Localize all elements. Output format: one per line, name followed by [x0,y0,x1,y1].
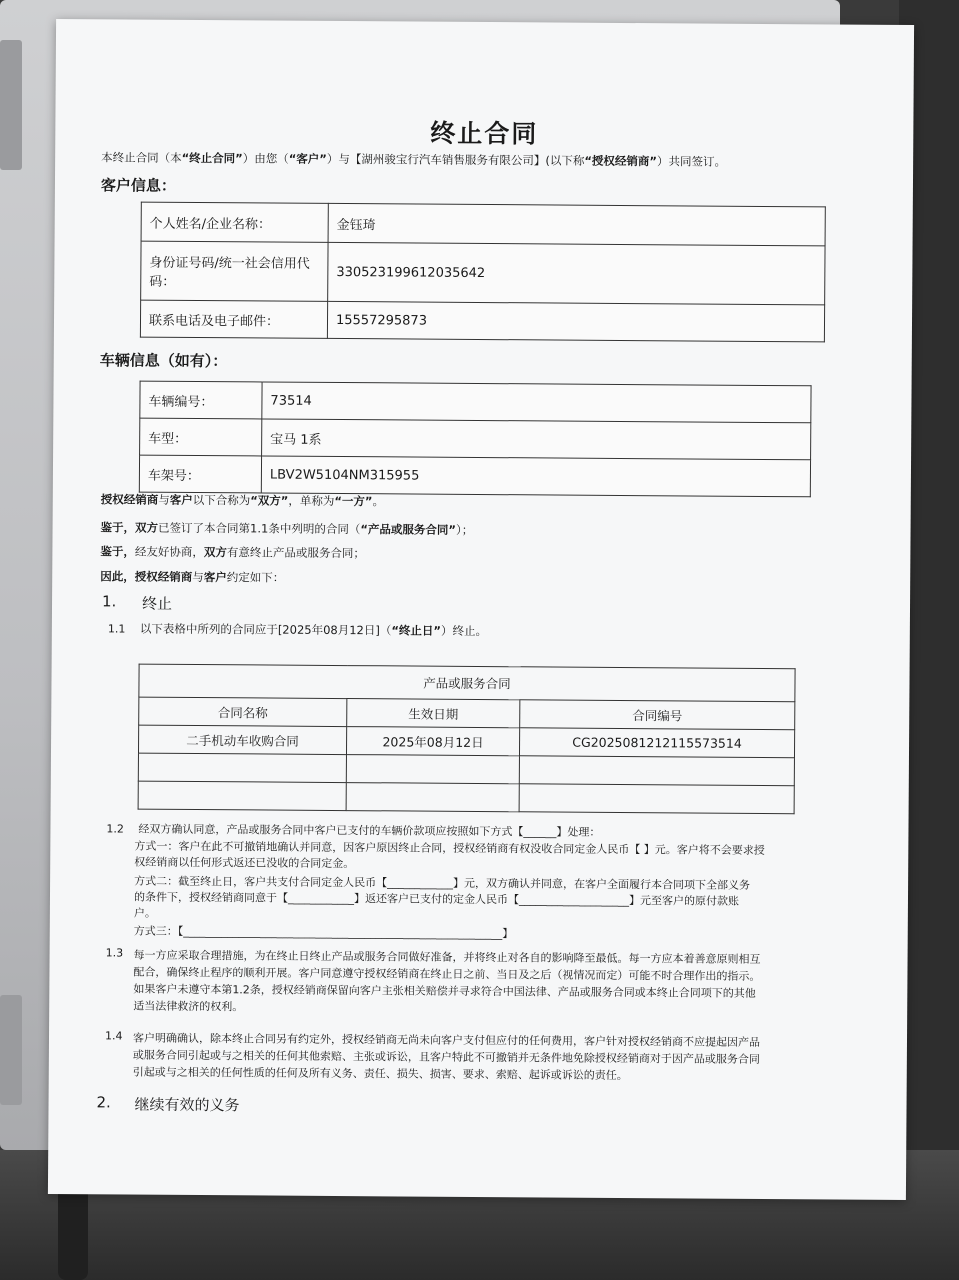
clause-1-2-line: 户。 [133,906,156,920]
customer-info-table [140,202,826,343]
table-row [140,300,824,342]
table-row [141,241,825,305]
term: 因此， [100,569,135,584]
clause-1-3-line: 每一方应采取合理措施，为在终止日终止产品或服务合同做好准备，并将终止对各自的影响降至最低。每一方应本着善意原则相互 [133,948,761,966]
table-column-row [139,697,795,730]
therefore-line [100,568,284,586]
text: 。 [372,494,385,509]
clause-1-2-line: 方式一：客户在此不可撤销地确认并同意，因客户原因终止合同，授权经销商有权没收合同定金人民币【 】元。客户将不会要求授 [134,839,765,857]
column-effective-date: 生效日期 [347,699,520,728]
clause-1-1-text [140,621,487,640]
term: “产品或服务合同” [360,522,457,537]
table-header-row [139,664,795,702]
intro-term: “终止合同” [181,150,243,166]
laptop-hinge-top [0,40,22,170]
table-cell [519,784,794,814]
section-2-number: 2. [96,1093,111,1112]
term: “终止日” [391,623,442,638]
customer-contact-value: 15557295873 [327,301,824,341]
clause-1-4-line: 客户明确确认，除本终止合同另有约定外，授权经销商无尚未向客户支付但应付的任何费用，客户针对授权经销商不应提起因产品 [132,1031,761,1049]
text: 经友好协商， [134,544,204,560]
intro-text: 本终止合同（本 [101,150,182,165]
section-1-title: 终止 [141,594,173,613]
contract-table-header: 产品或服务合同 [139,664,795,702]
table-cell: 二手机动车收购合同 [138,725,346,754]
term: 双方 [203,545,227,560]
text: 约定如下： [226,570,285,585]
clause-1-2-line: 方式三：【__________________________________________________________】 [133,924,514,941]
table-row [141,202,825,246]
clause-1-2-line: 经双方确认同意，产品或服务合同中客户已支付的车辆价款项应按照如下方式【______】处理： [138,822,601,839]
term: “双方” [250,493,289,508]
table-row [140,418,811,460]
document-page [48,19,914,1200]
text: 以下合称为 [192,492,251,508]
intro-term: “客户” [288,151,327,166]
clause-1-3-line: 适当法律救济的权利。 [133,999,244,1014]
text: ）终止。 [440,623,488,639]
table-row [139,455,810,497]
parties-definition [101,491,384,510]
term: 客户 [203,570,227,585]
column-contract-name: 合同名称 [139,697,347,726]
vehicle-model-value: 宝马 1系 [262,419,811,460]
text: ）； [455,522,474,537]
intro-text: ）与【湖州骏宝行汽车销售服务有限公司】(以下称 [326,151,585,168]
table-cell [138,781,346,810]
whereas-1 [101,519,474,539]
contract-table [138,664,796,815]
text: ，单称为 [288,493,335,508]
table-row [138,753,794,786]
intro-text: ）共同签订。 [656,154,727,169]
term: “一方” [334,493,373,509]
vin-label: 车架号： [139,455,261,493]
customer-id-value: 330523199612035642 [328,242,825,304]
term: 鉴于， [100,544,135,559]
term: 鉴于， [100,520,136,535]
table-cell [519,756,794,786]
section-1-number: 1. [101,592,117,611]
text: 有意终止产品或服务合同； [226,545,365,561]
table-cell [138,753,346,782]
vehicle-section-title: 车辆信息（如有）： [99,351,228,371]
table-cell [346,755,519,784]
clause-1-2-number: 1.2 [106,822,125,836]
table-cell [346,783,519,812]
customer-name-value: 金钰琦 [328,203,825,245]
clause-1-2-line: 的条件下，授权经销商同意于【____________】返还客户已支付的定金人民币【____________________】元至客户的原付款账 [133,890,740,908]
clause-1-4-line: 引起或与之相关的任何性质的任何及所有义务、责任、损失、损害、要求、索赔、起诉或诉讼的责任。 [132,1065,628,1083]
table-cell: CG20250812121155735​14 [519,728,794,758]
document-title: 终止合同 [430,118,539,149]
vin-value: LBV2W5104NM315955 [261,456,810,497]
clause-1-3-number: 1.3 [105,946,124,960]
intro-text: ）由您（ [242,151,289,166]
customer-contact-label: 联系电话及电子邮件： [140,300,327,338]
customer-name-label: 个人姓名/企业名称： [141,202,328,242]
table-row [138,725,794,758]
section-2-title: 继续有效的义务 [134,1095,240,1115]
cable [58,1180,88,1280]
table-row [140,381,811,423]
clause-1-4-line: 或服务合同引起或与之相关的任何其他索赔、主张或诉讼，且客户特此不可撤销并无条件地免除授权经销商对于因产品或服务合同 [132,1048,760,1066]
vehicle-number-label: 车辆编号： [140,381,262,419]
clause-1-3-line: 如果客户未遵守本第1.2条，授权经销商保留向客户主张相关赔偿并寻求符合中国法律、产品或服务合同或本终止合同项下的其他 [133,982,756,1000]
table-row [138,781,794,814]
clause-1-1-number: 1.1 [107,622,126,636]
term: 双方 [135,520,159,535]
text: 以下表格中所列的合同应于[2025年08月12日]（ [139,621,392,638]
clause-1-3-line: 配合，确保终止程序的顺利开展。客户同意遵守授权经销商在终止日之前、当日及之后（视情况而定）可能不时合理作出的指示。 [133,965,761,983]
column-contract-number: 合同编号 [520,700,795,730]
text: 已签订了本合同第1.1条中列明的合同（ [158,520,361,537]
intro-paragraph [101,149,726,170]
term: 授权经销商 [134,569,193,584]
text: 与 [192,569,204,585]
vehicle-number-value: 73514 [262,382,811,423]
clause-1-2-line: 权经销商以任何形式返还已没收的合同定金。 [134,855,355,871]
table-cell: 2025年08月12日 [346,727,519,756]
text: 与 [158,492,170,507]
clause-1-4-number: 1.4 [104,1029,123,1043]
customer-id-label: 身份证号码/统一社会信用代码： [141,241,328,301]
term: 授权经销商 [100,492,159,507]
customer-section-title: 客户信息： [100,176,177,195]
whereas-2 [100,543,365,562]
vehicle-info-table [139,381,812,498]
term: 客户 [169,492,193,507]
intro-term: “授权经销商” [584,153,658,169]
vehicle-model-label: 车型： [140,418,262,456]
laptop-hinge-bottom [0,995,22,1105]
clause-1-2-line: 方式二：截至终止日，客户共支付合同定金人民币【____________】元，双方确认并同意，在客户全面履行本合同项下全部义务 [134,874,751,892]
